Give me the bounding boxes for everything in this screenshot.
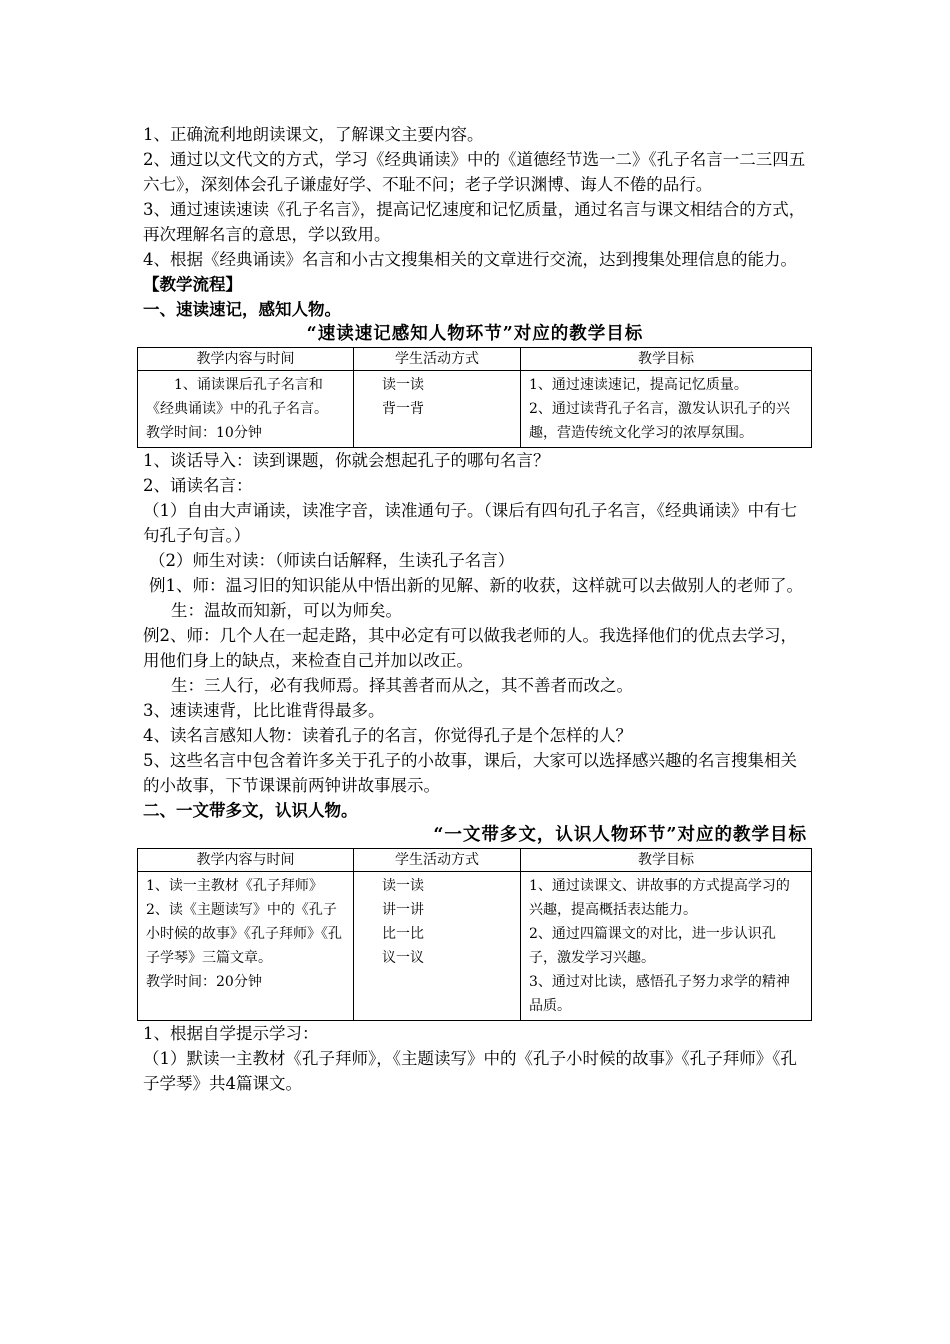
objective-3: 3、通过速读速读《孔子名言》，提高记忆速度和记忆质量，通过名言与课文相结合的方式，再次理解名言的意思，学以致用。 — [143, 200, 806, 244]
header-content: 教学内容与时间 — [138, 849, 354, 872]
objective-2: 2、通过以文代文的方式，学习《经典诵读》中的《道德经节选一二》《孔子名言一二三四五六七》，深刻体会孔子谦虚好学、不耻不问；老子学识渊博、诲人不倦的品行。 — [143, 150, 806, 194]
header-goal: 教学目标 — [521, 348, 812, 371]
header-activity: 学生活动方式 — [354, 849, 521, 872]
s1-line: （1）自由大声诵读，读准字音，读准通句子。（课后有四句孔子名言，《经典诵读》中有七句孔子句言。） — [143, 501, 797, 545]
s1-line: 4、读名言感知人物：读着孔子的名言，你觉得孔子是个怎样的人？ — [143, 726, 632, 745]
activity-item: 比一比 — [382, 926, 424, 942]
document-page — [143, 122, 807, 1096]
header-activity: 学生活动方式 — [354, 348, 521, 371]
activity-cell — [354, 872, 521, 1021]
content-time: 教学时间：20分钟 — [146, 974, 262, 990]
table-header-row — [138, 849, 812, 872]
goal-item: 3、通过对比读，感悟孔子努力求学的精神品质。 — [529, 974, 790, 1014]
section2-table-title: “一文带多文，认识人物环节”对应的教学目标 — [433, 825, 807, 845]
activity-item: 读一读 — [382, 878, 424, 894]
s1-line: 1、谈话导入：读到课题，你就会想起孔子的哪句名言？ — [143, 451, 550, 470]
s1-line: 5、这些名言中包含着许多关于孔子的小故事，课后，大家可以选择感兴趣的名言搜集相关的小故事，下节课课前两钟讲故事展示。 — [143, 751, 797, 795]
section1-heading: 一、速读速记，感知人物。 — [143, 300, 341, 319]
content-time: 教学时间：10分钟 — [146, 425, 262, 441]
activity-item: 讲一讲 — [382, 902, 424, 918]
goal-cell — [521, 872, 812, 1021]
objective-4: 4、根据《经典诵读》名言和小古文搜集相关的文章进行交流，达到搜集处理信息的能力。 — [143, 250, 797, 269]
header-content: 教学内容与时间 — [138, 348, 354, 371]
content-cell — [138, 371, 354, 448]
table-row — [138, 371, 812, 448]
section1-table-title: “速读速记感知人物环节”对应的教学目标 — [306, 324, 644, 344]
s2-line: （1）默读一主教材《孔子拜师》，《主题读写》中的《孔子小时候的故事》《孔子拜师》《孔子学琴》共4篇课文。 — [143, 1049, 797, 1093]
goal-item: 2、通过四篇课文的对比，进一步认识孔子，激发学习兴趣。 — [529, 926, 776, 966]
activity-cell — [354, 371, 521, 448]
objective-1: 1、正确流利地朗读课文，了解课文主要内容。 — [143, 125, 484, 144]
s1-line: 3、速读速背，比比谁背得最多。 — [143, 701, 385, 720]
s1-line: 生：三人行，必有我师焉。择其善者而从之，其不善者而改之。 — [171, 676, 633, 695]
activity-item: 背一背 — [382, 401, 424, 417]
table-row — [138, 872, 812, 1021]
section2-table — [137, 848, 812, 1021]
goal-item: 2、通过读背孔子名言，激发认识孔子的兴趣，营造传统文化学习的浓厚氛围。 — [529, 401, 790, 441]
process-heading: 【教学流程】 — [143, 275, 242, 294]
s1-line: 例2、师：几个人在一起走路，其中必定有可以做我老师的人。我选择他们的优点去学习，用他们身上的缺点，来检查自己并加以改正。 — [143, 626, 797, 670]
content-text: 1、诵读课后孔子名言和《经典诵读》中的孔子名言。 — [146, 377, 328, 417]
s2-line: 1、根据自学提示学习： — [143, 1024, 319, 1043]
section2-heading: 二、一文带多文，认识人物。 — [143, 801, 358, 820]
activity-item: 读一读 — [382, 377, 424, 393]
goal-cell — [521, 371, 812, 448]
table-header-row — [138, 348, 812, 371]
activity-item: 议一议 — [382, 950, 424, 966]
s1-line: 2、诵读名言： — [143, 476, 253, 495]
s1-line: 例1、师：温习旧的知识能从中悟出新的见解、新的收获，这样就可以去做别人的老师了。 — [149, 576, 803, 595]
s1-line: 生：温故而知新，可以为师矣。 — [171, 601, 402, 620]
s1-line: （2）师生对读：（师读白话解释，生读孔子名言） — [149, 551, 515, 570]
content-cell — [138, 872, 354, 1021]
goal-item: 1、通过读课文、讲故事的方式提高学习的兴趣，提高概括表达能力。 — [529, 878, 790, 918]
section1-table — [137, 347, 812, 448]
header-goal: 教学目标 — [521, 849, 812, 872]
goal-item: 1、通过速读速记，提高记忆质量。 — [529, 377, 748, 393]
content-text: 1、读一主教材《孔子拜师》2、读《主题读写》中的《孔子小时候的故事》《孔子拜师》《孔子学琴》三篇文章。 — [146, 878, 342, 966]
